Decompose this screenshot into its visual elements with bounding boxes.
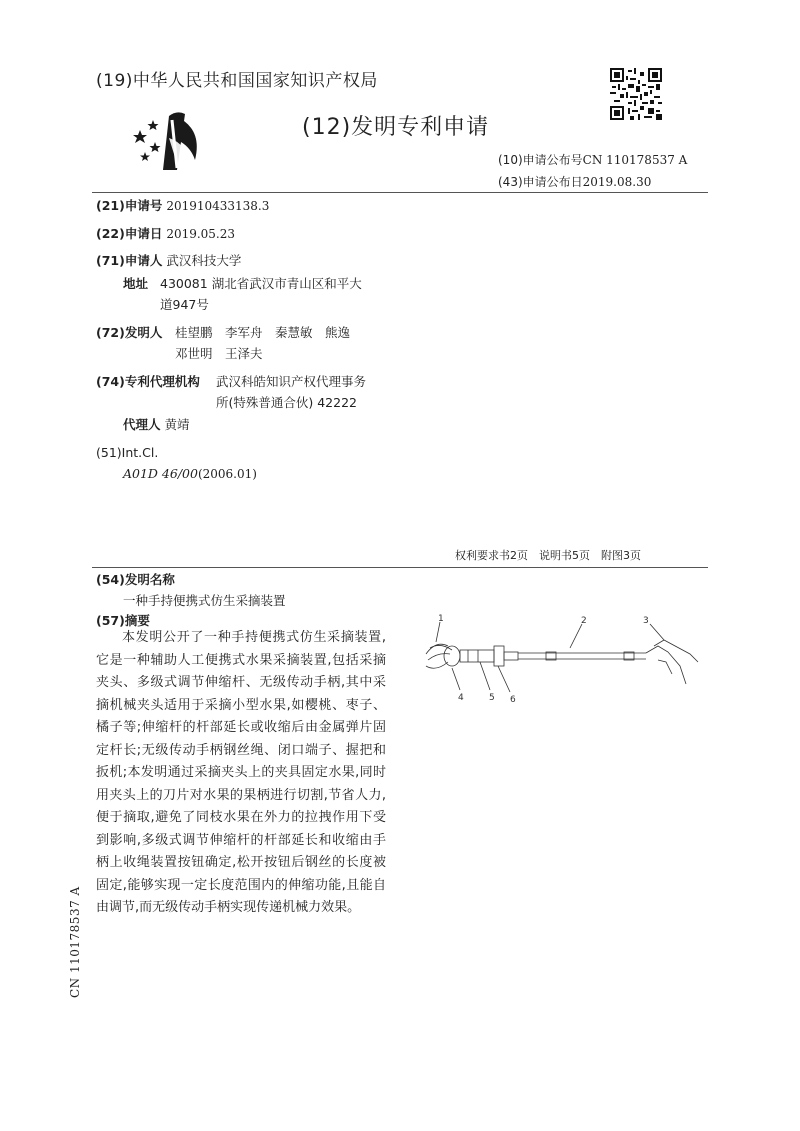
pub-date-value: 2019.08.30 — [582, 175, 652, 189]
invention-title: 一种手持便携式仿生采摘装置 — [123, 593, 286, 608]
publication-date — [498, 173, 651, 190]
address-line-1: 430081 湖北省武汉市青山区和平大 — [160, 276, 362, 291]
intcl-label: (51)Int.Cl. — [96, 445, 159, 460]
app-no-value: 201910433138.3 — [166, 199, 270, 213]
inventors-line-2: 邓世明 王泽夫 — [175, 346, 263, 361]
address-label: 地址 — [123, 276, 149, 291]
agent-value: 黄靖 — [164, 417, 190, 432]
agency-line-2: 所(特殊普通合伙) 42222 — [216, 395, 357, 410]
app-date-label: (22)申请日 — [96, 226, 163, 241]
intcl-classification — [123, 464, 257, 484]
agency-label: (74)专利代理机构 — [96, 374, 200, 389]
publication-number — [498, 151, 687, 168]
drawing-label-5: 5 — [489, 693, 495, 703]
pub-no-value: CN 110178537 A — [582, 153, 688, 167]
section-divider — [92, 567, 708, 568]
header-divider — [92, 192, 708, 193]
inventors-line-1: 桂望鹏 李军舟 秦慧敏 熊逸 — [175, 325, 351, 340]
drawing-label-1: 1 — [438, 614, 444, 624]
drawing-label-2: 2 — [581, 616, 587, 626]
drawing-label-6: 6 — [510, 695, 516, 705]
intcl-year: (2006.01) — [197, 467, 257, 481]
app-date-value: 2019.05.23 — [166, 227, 236, 241]
applicant-label: (71)申请人 — [96, 253, 163, 268]
drawing-label-4: 4 — [458, 693, 464, 703]
abstract-label: (57)摘要 — [96, 613, 150, 628]
page-count-info: 权利要求书2页 说明书5页 附图3页 — [455, 549, 641, 562]
agent-label: 代理人 — [123, 417, 161, 432]
pub-date-label: (43)申请公布日 — [498, 175, 583, 189]
cnipa-logo-icon — [125, 108, 205, 173]
intcl-code: A01D 46/00 — [123, 466, 198, 481]
pub-no-label: (10)申请公布号 — [498, 153, 583, 167]
applicant-value: 武汉科技大学 — [166, 253, 242, 268]
side-publication-number: CN 110178537 A — [68, 886, 82, 998]
applicant — [96, 251, 241, 271]
abstract-text: 本发明公开了一种手持便携式仿生采摘装置,它是一种辅助人工便携式水果采摘装置,包括采摘夹头、多级式调节伸缩杆、无级传动手柄,其中采摘机械夹头适用于采摘小型水果,如樱桃、枣子、橘子等;伸缩杆的杆部延长或收缩后由金属弹片固定杆长;无级传动手柄钢丝绳、闭口端子、握把和扳机;本发明通过采摘夹头上的夹具固定水果,同时用夹头上的刀片对水果的果柄进行切割,节省人力,便于摘取,避免了同枝水果在外力的拉拽作用下受到影响,多级式调节伸缩杆的杆部延长和收缩由手柄上收绳装置按钮确定,松开按钮后钢丝的长度被固定,能够实现一定长度范围内的伸缩功能,且能自由调节,而无级传动手柄实现传递机械力效果。 — [96, 630, 386, 915]
agent — [123, 415, 190, 435]
address-line-2: 道947号 — [160, 297, 209, 312]
qr-code-icon — [610, 68, 662, 120]
drawing-label-3: 3 — [643, 616, 649, 626]
inventors-label: (72)发明人 — [96, 325, 163, 340]
title-label: (54)发明名称 — [96, 572, 175, 587]
agency-line-1: 武汉科皓知识产权代理事务 — [216, 374, 367, 389]
document-type: (12)发明专利申请 — [302, 115, 490, 140]
app-no-label: (21)申请号 — [96, 198, 163, 213]
issuing-office: (19)中华人民共和国国家知识产权局 — [96, 71, 378, 91]
application-number — [96, 196, 269, 216]
device-drawing — [418, 612, 703, 707]
application-date — [96, 224, 235, 244]
